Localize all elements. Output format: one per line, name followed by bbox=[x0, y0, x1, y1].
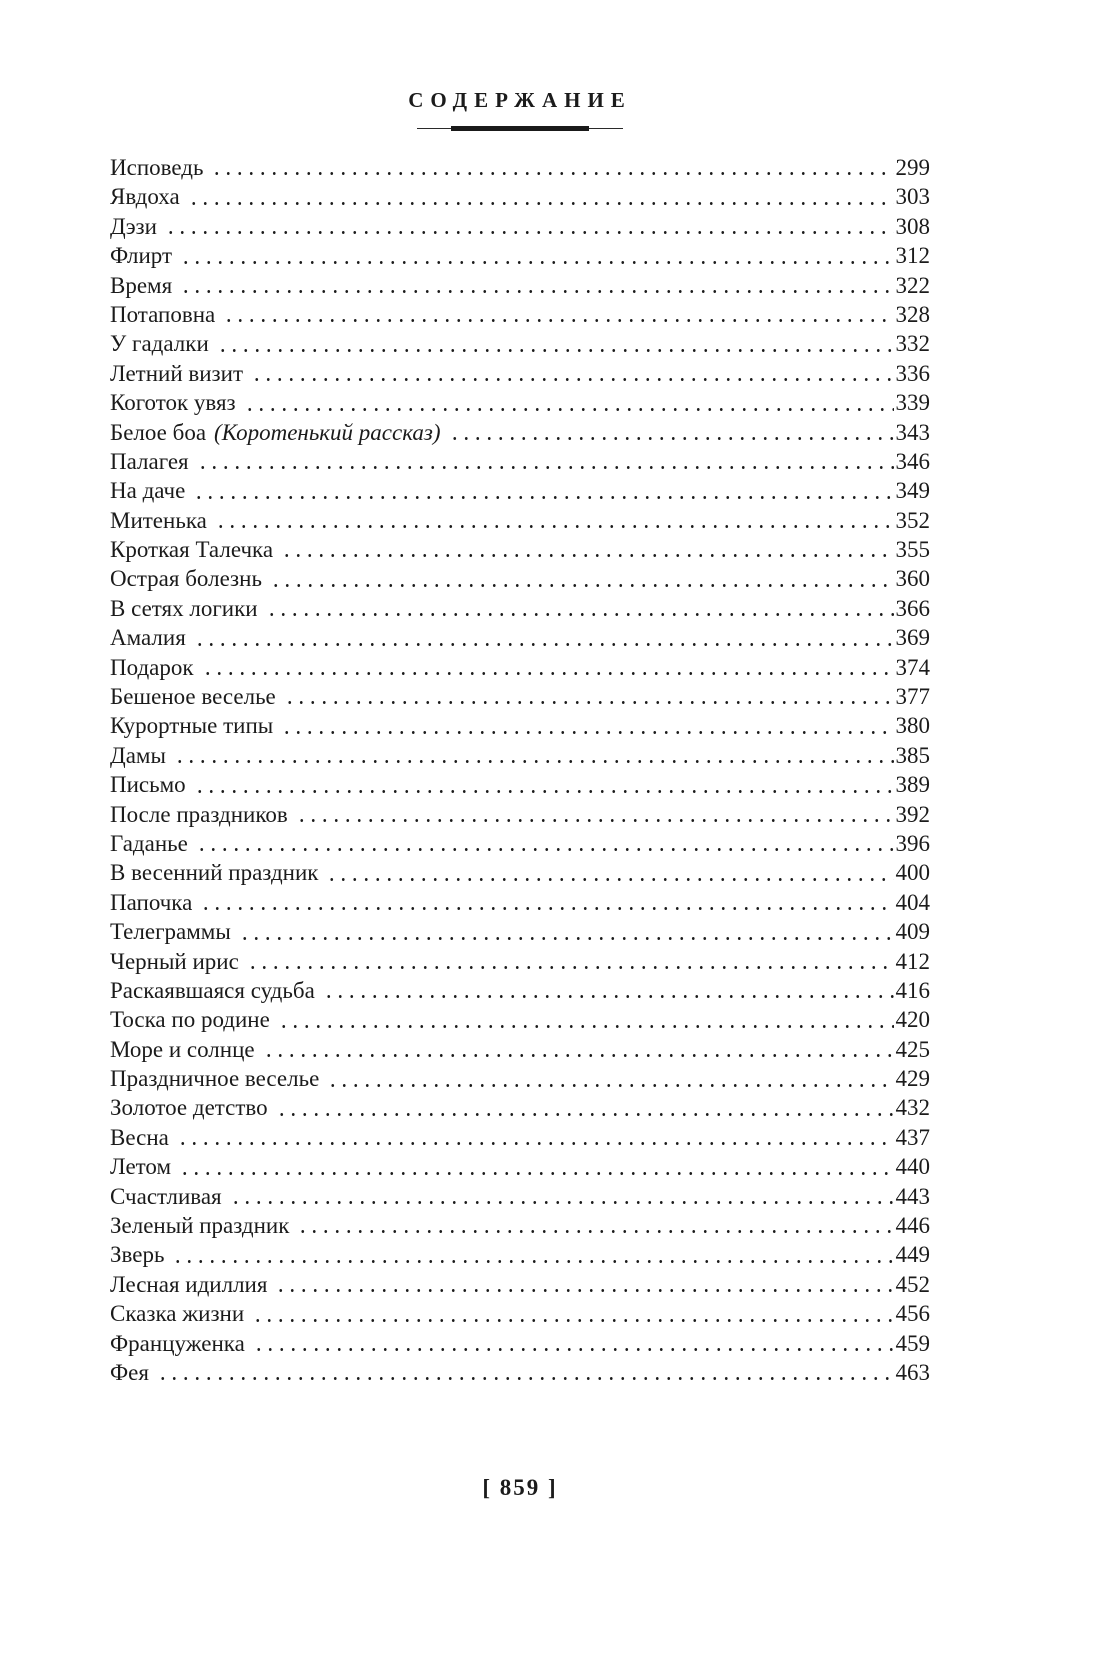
toc-entry-page: 420 bbox=[895, 1007, 930, 1033]
dot-leader bbox=[251, 359, 894, 388]
toc-entry-title: У гадалки bbox=[110, 331, 209, 357]
toc-entry bbox=[110, 653, 930, 682]
toc-entry-title: Зверь bbox=[110, 1242, 165, 1268]
toc-entry bbox=[110, 1123, 930, 1152]
toc-entry-page: 377 bbox=[895, 684, 930, 710]
toc-entry-page: 328 bbox=[895, 301, 930, 327]
toc-entry bbox=[110, 858, 930, 887]
toc-entry-page: 437 bbox=[895, 1124, 930, 1150]
toc-entry bbox=[110, 594, 930, 623]
toc-entry bbox=[110, 1299, 930, 1328]
toc-entry bbox=[110, 535, 930, 564]
toc-entry-title: Письмо bbox=[110, 772, 186, 798]
toc-entry-page: 366 bbox=[895, 595, 930, 621]
toc-entry bbox=[110, 241, 930, 270]
toc-entry-page: 446 bbox=[895, 1213, 930, 1239]
toc-entry-title: Время bbox=[110, 272, 173, 298]
toc-entry bbox=[110, 682, 930, 711]
toc-entry bbox=[110, 418, 930, 447]
toc-entry-title: Гаданье bbox=[110, 830, 188, 856]
dot-leader bbox=[180, 241, 893, 270]
toc-entry-title: Море и солнце bbox=[110, 1036, 255, 1062]
header-ornament-rule bbox=[417, 126, 623, 132]
toc-entry-page: 299 bbox=[895, 154, 930, 180]
toc-entry-page: 392 bbox=[895, 801, 930, 827]
dot-leader bbox=[296, 800, 894, 829]
dot-leader bbox=[200, 888, 893, 917]
toc-entry-page: 389 bbox=[895, 772, 930, 798]
toc-entry-title: Раскаявшаяся судьба bbox=[110, 977, 315, 1003]
dot-leader bbox=[275, 1270, 893, 1299]
toc-entry-page: 312 bbox=[895, 243, 930, 269]
dot-leader bbox=[197, 447, 894, 476]
toc-entry-title: Праздничное веселье bbox=[110, 1066, 320, 1092]
toc-entry-title: Летний визит bbox=[110, 360, 243, 386]
toc-entry bbox=[110, 829, 930, 858]
dot-leader bbox=[281, 711, 893, 740]
dot-leader bbox=[326, 858, 893, 887]
toc-entry-page: 396 bbox=[895, 830, 930, 856]
toc-entry-page: 404 bbox=[895, 889, 930, 915]
toc-entry-title: Митенька bbox=[110, 507, 207, 533]
toc-entry bbox=[110, 1329, 930, 1358]
toc-entry bbox=[110, 888, 930, 917]
dot-leader bbox=[266, 594, 894, 623]
toc-entry-page: 349 bbox=[895, 478, 930, 504]
dot-leader bbox=[217, 329, 894, 358]
toc-entry-page: 409 bbox=[895, 919, 930, 945]
dot-leader bbox=[278, 1005, 894, 1034]
dot-leader bbox=[323, 976, 894, 1005]
dot-leader bbox=[253, 1329, 894, 1358]
toc-entry-title: Белое боа bbox=[110, 419, 207, 445]
toc-entry-title: Папочка bbox=[110, 889, 193, 915]
dot-leader bbox=[196, 829, 894, 858]
toc-entry-title: На даче bbox=[110, 478, 186, 504]
toc-entry-title: Сказка жизни bbox=[110, 1301, 245, 1327]
dot-leader bbox=[193, 476, 893, 505]
toc-entry-page: 463 bbox=[895, 1360, 930, 1385]
toc-entry-title: Зеленый праздник bbox=[110, 1213, 290, 1239]
dot-leader bbox=[157, 1358, 894, 1387]
dot-leader bbox=[449, 418, 894, 447]
dot-leader bbox=[297, 1211, 893, 1240]
toc-entry-title: Потаповна bbox=[110, 301, 216, 327]
dot-leader bbox=[188, 182, 894, 211]
toc-entry-page: 416 bbox=[895, 977, 930, 1003]
toc-entry bbox=[110, 1211, 930, 1240]
dot-leader bbox=[252, 1299, 893, 1328]
toc-entry-title: Дэзи bbox=[110, 213, 157, 239]
toc-entry-page: 412 bbox=[895, 948, 930, 974]
toc-entry bbox=[110, 564, 930, 593]
toc-list bbox=[0, 153, 1100, 1387]
toc-entry bbox=[110, 1005, 930, 1034]
dot-leader bbox=[202, 653, 894, 682]
dot-leader bbox=[165, 212, 894, 241]
toc-entry bbox=[110, 947, 930, 976]
toc-entry-page: 346 bbox=[895, 448, 930, 474]
toc-entry-page: 440 bbox=[895, 1154, 930, 1180]
toc-entry-page: 459 bbox=[895, 1330, 930, 1356]
toc-header bbox=[0, 0, 1100, 132]
toc-entry-page: 339 bbox=[895, 390, 930, 416]
toc-entry bbox=[110, 1240, 930, 1269]
dot-leader bbox=[180, 271, 893, 300]
toc-entry bbox=[110, 388, 930, 417]
toc-entry bbox=[110, 623, 930, 652]
toc-entry-page: 369 bbox=[895, 625, 930, 651]
toc-entry-title: Подарок bbox=[110, 654, 194, 680]
toc-entry bbox=[110, 506, 930, 535]
toc-entry bbox=[110, 329, 930, 358]
toc-entry-title: Исповедь bbox=[110, 154, 204, 180]
toc-entry-title: Амалия bbox=[110, 625, 186, 651]
dot-leader bbox=[239, 917, 894, 946]
dot-leader bbox=[174, 741, 894, 770]
toc-entry bbox=[110, 1094, 930, 1123]
toc-entry-title: Весна bbox=[110, 1124, 169, 1150]
dot-leader bbox=[244, 388, 894, 417]
toc-entry bbox=[110, 770, 930, 799]
toc-entry-page: 432 bbox=[895, 1095, 930, 1121]
dot-leader bbox=[194, 770, 894, 799]
toc-entry-title: Француженка bbox=[110, 1330, 245, 1356]
toc-entry-title: Дамы bbox=[110, 742, 166, 768]
toc-entry bbox=[110, 1358, 930, 1387]
toc-entry-page: 449 bbox=[895, 1242, 930, 1268]
toc-entry bbox=[110, 1035, 930, 1064]
dot-leader bbox=[179, 1152, 893, 1181]
thick-rule bbox=[451, 126, 589, 131]
toc-entry-title: Острая болезнь bbox=[110, 566, 262, 592]
toc-entry bbox=[110, 476, 930, 505]
toc-entry-page: 456 bbox=[895, 1301, 930, 1327]
dot-leader bbox=[284, 682, 894, 711]
toc-entry-title: Палагея bbox=[110, 448, 189, 474]
dot-leader bbox=[327, 1064, 893, 1093]
toc-entry-page: 336 bbox=[895, 360, 930, 386]
toc-entry-title: После праздников bbox=[110, 801, 288, 827]
toc-entry bbox=[110, 1152, 930, 1181]
toc-entry-title: Летом bbox=[110, 1154, 172, 1180]
dot-leader bbox=[263, 1035, 894, 1064]
toc-entry-title: Явдоха bbox=[110, 184, 180, 210]
toc-entry-title: Кроткая Талечка bbox=[110, 537, 274, 563]
toc-entry-page: 355 bbox=[895, 537, 930, 563]
toc-entry-page: 425 bbox=[895, 1036, 930, 1062]
toc-entry-title: Счастливая bbox=[110, 1183, 222, 1209]
dot-leader bbox=[172, 1240, 893, 1269]
toc-entry bbox=[110, 359, 930, 388]
toc-entry-title: Коготок увяз bbox=[110, 390, 236, 416]
toc-entry-page: 429 bbox=[895, 1066, 930, 1092]
toc-entry-title: Тоска по родине bbox=[110, 1007, 270, 1033]
toc-entry bbox=[110, 1064, 930, 1093]
toc-entry-title: Телеграммы bbox=[110, 919, 231, 945]
toc-entry bbox=[110, 447, 930, 476]
dot-leader bbox=[276, 1094, 894, 1123]
page-title: СОДЕРЖАНИЕ bbox=[408, 88, 632, 112]
toc-entry-note: (Коротенький рассказ) bbox=[214, 419, 441, 445]
toc-entry bbox=[110, 976, 930, 1005]
toc-entry-page: 308 bbox=[895, 213, 930, 239]
toc-entry-page: 343 bbox=[895, 419, 930, 445]
toc-entry-title: Флирт bbox=[110, 243, 173, 269]
toc-entry-title: В весенний праздник bbox=[110, 860, 319, 886]
toc-entry-page: 400 bbox=[895, 860, 930, 886]
toc-entry bbox=[110, 711, 930, 740]
toc-entry bbox=[110, 153, 930, 182]
toc-entry-page: 352 bbox=[895, 507, 930, 533]
toc-entry-title: Курортные типы bbox=[110, 713, 274, 739]
toc-entry-page: 360 bbox=[895, 566, 930, 592]
toc-entry-title: Лесная идиллия bbox=[110, 1271, 268, 1297]
toc-entry-page: 385 bbox=[895, 742, 930, 768]
toc-entry bbox=[110, 741, 930, 770]
toc-entry-page: 322 bbox=[895, 272, 930, 298]
toc-entry-title: Фея bbox=[110, 1360, 149, 1385]
toc-entry-page: 443 bbox=[895, 1183, 930, 1209]
toc-entry-page: 452 bbox=[895, 1271, 930, 1297]
page-footer bbox=[0, 1475, 1100, 1501]
dot-leader bbox=[230, 1182, 894, 1211]
toc-entry-title: Золотое детство bbox=[110, 1095, 268, 1121]
toc-entry-title: Черный ирис bbox=[110, 948, 239, 974]
toc-entry bbox=[110, 800, 930, 829]
toc-entry bbox=[110, 271, 930, 300]
toc-entry-page: 303 bbox=[895, 184, 930, 210]
dot-leader bbox=[194, 623, 894, 652]
dot-leader bbox=[211, 153, 893, 182]
toc-entry bbox=[110, 212, 930, 241]
toc-entry bbox=[110, 300, 930, 329]
toc-entry bbox=[110, 917, 930, 946]
toc-entry-page: 332 bbox=[895, 331, 930, 357]
dot-leader bbox=[177, 1123, 894, 1152]
dot-leader bbox=[215, 506, 894, 535]
toc-entry-title: Бешеное веселье bbox=[110, 684, 276, 710]
dot-leader bbox=[223, 300, 893, 329]
toc-entry-title: В сетях логики bbox=[110, 595, 258, 621]
toc-entry bbox=[110, 182, 930, 211]
toc-entry-page: 374 bbox=[895, 654, 930, 680]
toc-entry-page: 380 bbox=[895, 713, 930, 739]
toc-entry bbox=[110, 1182, 930, 1211]
toc-entry bbox=[110, 1270, 930, 1299]
folio-page-number: [ 859 ] bbox=[482, 1475, 558, 1501]
dot-leader bbox=[281, 535, 893, 564]
dot-leader bbox=[270, 564, 894, 593]
dot-leader bbox=[247, 947, 894, 976]
